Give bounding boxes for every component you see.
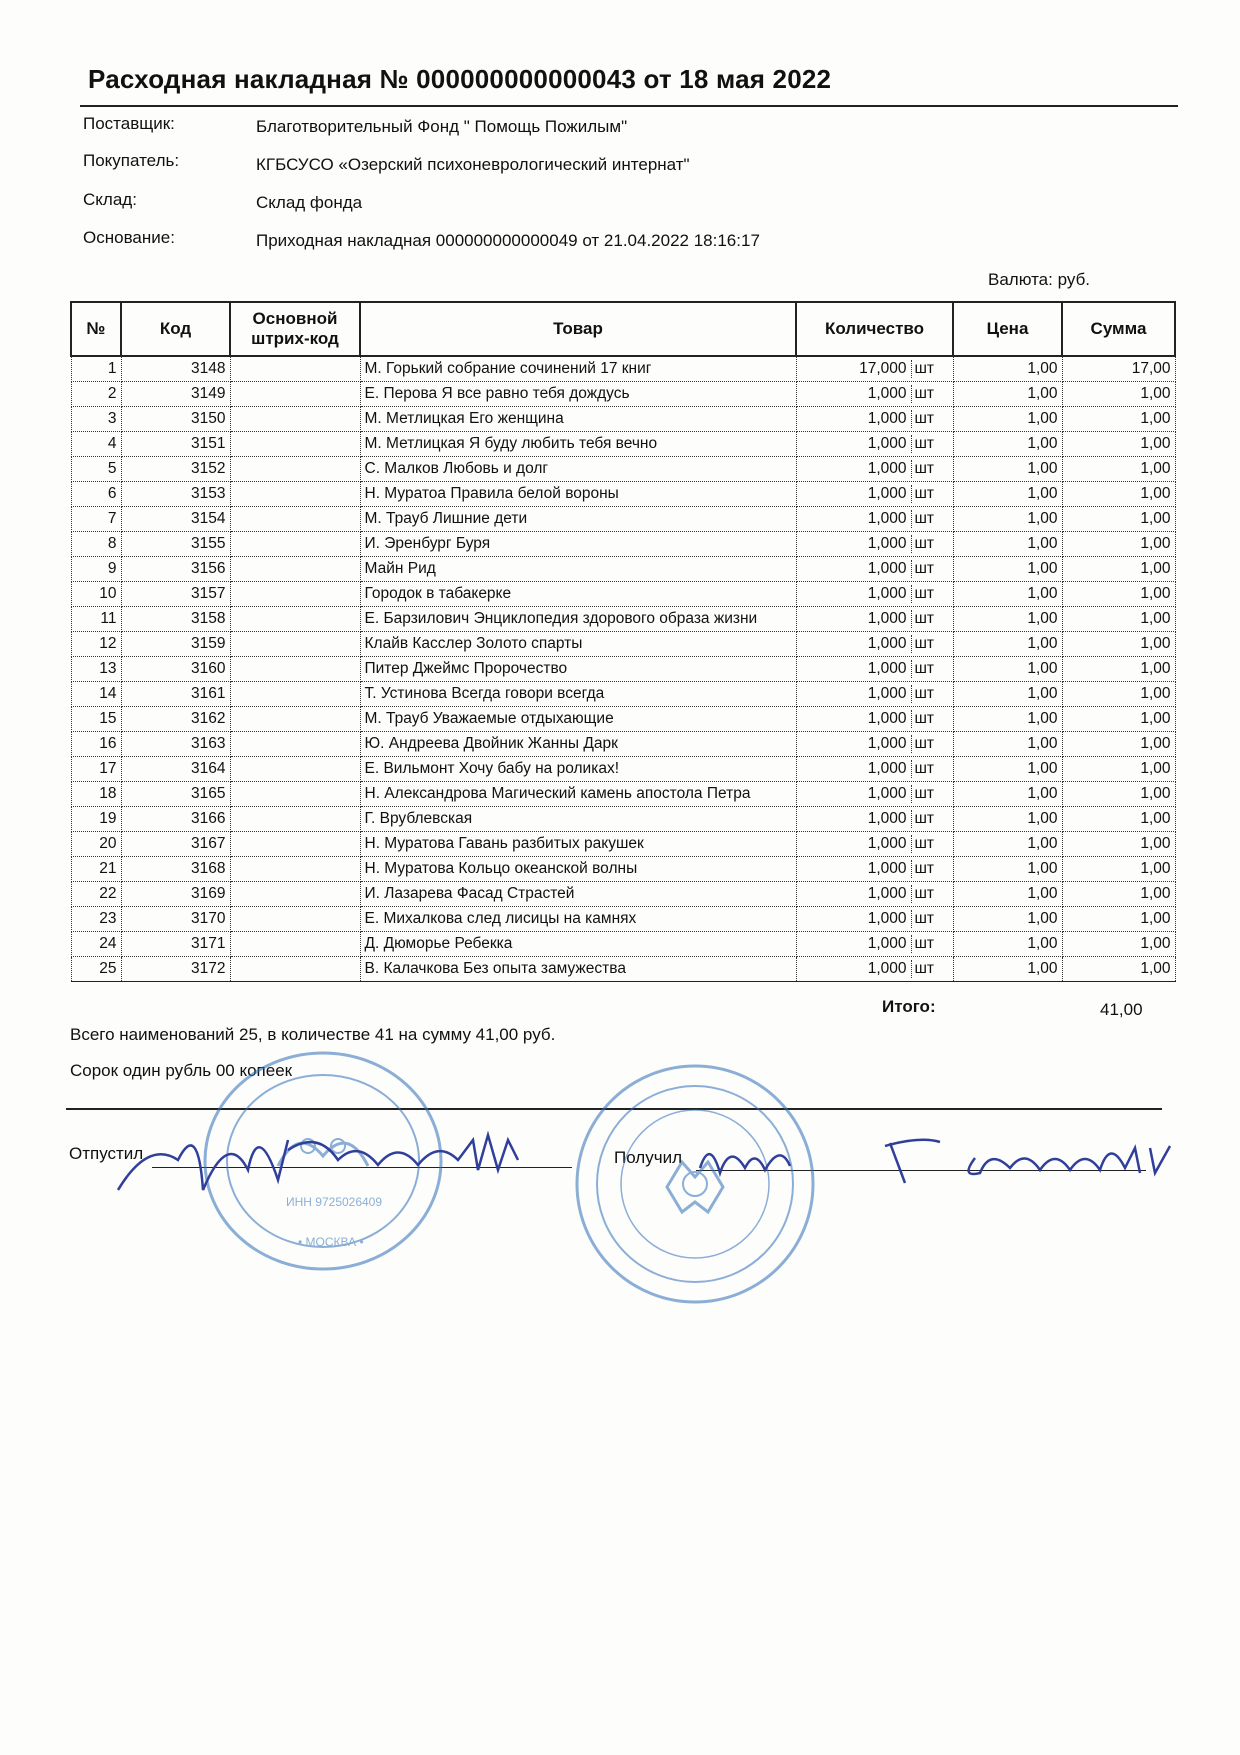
col-sum: Сумма [1062,302,1175,356]
row-sum: 1,00 [1062,732,1175,757]
table-row [71,507,1175,532]
row-sum: 1,00 [1062,482,1175,507]
row-quantity [796,657,953,682]
row-sum: 1,00 [1062,607,1175,632]
row-quantity-value: 1,000 [867,510,907,527]
row-price: 1,00 [953,857,1062,882]
row-barcode [230,532,360,557]
row-code: 3150 [121,407,230,432]
basis-value: Приходная накладная 000000000000049 от 21.04.2022 18:16:17 [256,231,760,250]
row-price: 1,00 [953,507,1062,532]
row-product: Н. Александрова Магический камень апостола Петра [360,782,796,807]
row-barcode [230,882,360,907]
row-product: Е. Перова Я все равно тебя дождусь [360,382,796,407]
row-price: 1,00 [953,607,1062,632]
row-code: 3170 [121,907,230,932]
row-quantity [796,932,953,957]
row-number: 1 [71,356,121,382]
row-product: С. Малков Любовь и долг [360,457,796,482]
currency [988,270,1090,290]
row-number: 3 [71,407,121,432]
row-number: 5 [71,457,121,482]
row-product: М. Трауб Лишние дети [360,507,796,532]
row-number: 9 [71,557,121,582]
row-sum: 1,00 [1062,407,1175,432]
row-quantity [796,582,953,607]
supplier-label: Поставщик: [83,114,175,133]
row-unit: шт [911,535,949,553]
row-barcode [230,457,360,482]
row-sum: 1,00 [1062,657,1175,682]
row-price: 1,00 [953,532,1062,557]
row-number: 13 [71,657,121,682]
received-label: Получил [614,1148,682,1167]
supplier-value: Благотворительный Фонд " Помощь Пожилым" [256,117,628,136]
table-row [71,882,1175,907]
row-price: 1,00 [953,832,1062,857]
row-product: М. Горький собрание сочинений 17 книг [360,356,796,382]
row-quantity-value: 1,000 [867,560,907,577]
table-row [71,482,1175,507]
row-quantity-value: 1,000 [867,585,907,602]
row-unit: шт [911,685,949,703]
row-code: 3162 [121,707,230,732]
table-row [71,632,1175,657]
row-unit: шт [911,435,949,453]
table-row [71,807,1175,832]
row-unit: шт [911,860,949,878]
row-barcode [230,707,360,732]
row-product: М. Метлицкая Его женщина [360,407,796,432]
row-price: 1,00 [953,382,1062,407]
row-price: 1,00 [953,682,1062,707]
row-number: 21 [71,857,121,882]
invoice-table [70,301,1176,982]
warehouse-label: Склад: [83,190,137,209]
row-barcode [230,857,360,882]
row-unit: шт [911,360,949,378]
row-quantity [796,557,953,582]
row-product: Д. Дюморье Ребекка [360,932,796,957]
row-product: В. Калачкова Без опыта замужества [360,957,796,982]
row-code: 3161 [121,682,230,707]
row-unit: шт [911,835,949,853]
row-unit: шт [911,635,949,653]
row-price: 1,00 [953,957,1062,982]
row-unit: шт [911,885,949,903]
table-row [71,957,1175,982]
row-number: 22 [71,882,121,907]
table-row [71,932,1175,957]
row-barcode [230,932,360,957]
row-product: М. Трауб Уважаемые отдыхающие [360,707,796,732]
row-sum: 1,00 [1062,382,1175,407]
row-quantity-value: 1,000 [867,610,907,627]
currency-label: Валюта: [988,270,1053,289]
row-barcode [230,356,360,382]
row-unit: шт [911,460,949,478]
row-sum: 1,00 [1062,832,1175,857]
row-number: 24 [71,932,121,957]
row-price: 1,00 [953,707,1062,732]
total-value: 41,00 [1100,1000,1143,1019]
table-row [71,356,1175,382]
col-barcode-line2: штрих-код [251,329,339,348]
row-quantity-value: 1,000 [867,685,907,702]
row-unit: шт [911,735,949,753]
row-price: 1,00 [953,732,1062,757]
row-sum: 1,00 [1062,857,1175,882]
row-sum: 1,00 [1062,907,1175,932]
table-row [71,907,1175,932]
table-body [71,356,1175,982]
amount-in-words: Сорок один рубль 00 копеек [70,1061,293,1080]
row-product: И. Лазарева Фасад Страстей [360,882,796,907]
row-code: 3164 [121,757,230,782]
currency-value: руб. [1057,270,1091,289]
row-price: 1,00 [953,432,1062,457]
row-unit: шт [911,510,949,528]
row-sum: 1,00 [1062,582,1175,607]
row-code: 3168 [121,857,230,882]
row-barcode [230,832,360,857]
row-sum: 1,00 [1062,807,1175,832]
row-code: 3171 [121,932,230,957]
row-sum: 1,00 [1062,882,1175,907]
table-header-row [71,302,1175,356]
row-quantity [796,682,953,707]
row-code: 3172 [121,957,230,982]
row-quantity-value: 1,000 [867,385,907,402]
row-sum: 1,00 [1062,532,1175,557]
row-sum: 1,00 [1062,507,1175,532]
row-unit: шт [911,585,949,603]
row-quantity [796,807,953,832]
row-unit: шт [911,710,949,728]
svg-text:ИНН 9725026409: ИНН 9725026409 [286,1195,383,1209]
row-code: 3153 [121,482,230,507]
row-price: 1,00 [953,932,1062,957]
row-price: 1,00 [953,482,1062,507]
row-product: И. Эренбург Буря [360,532,796,557]
row-number: 17 [71,757,121,782]
row-barcode [230,382,360,407]
row-number: 11 [71,607,121,632]
row-code: 3149 [121,382,230,407]
row-sum: 1,00 [1062,457,1175,482]
row-quantity [796,707,953,732]
total-label: Итого: [882,997,936,1016]
svg-text:• МОСКВА •: • МОСКВА • [298,1235,364,1249]
row-product: Майн Рид [360,557,796,582]
row-number: 12 [71,632,121,657]
row-quantity-value: 1,000 [867,785,907,802]
row-price: 1,00 [953,407,1062,432]
row-barcode [230,507,360,532]
row-product: М. Метлицкая Я буду любить тебя вечно [360,432,796,457]
row-price: 1,00 [953,882,1062,907]
warehouse-value: Склад фонда [256,193,363,212]
row-quantity-value: 1,000 [867,885,907,902]
row-number: 18 [71,782,121,807]
row-number: 23 [71,907,121,932]
row-product: Н. Муратова Кольцо океанской волны [360,857,796,882]
row-code: 3160 [121,657,230,682]
row-price: 1,00 [953,657,1062,682]
row-unit: шт [911,560,949,578]
row-quantity [796,632,953,657]
row-code: 3159 [121,632,230,657]
col-barcode-line1: Основной [252,309,338,328]
row-barcode [230,957,360,982]
row-unit: шт [911,910,949,928]
row-quantity-value: 1,000 [867,485,907,502]
row-quantity [796,782,953,807]
row-quantity [796,957,953,982]
row-quantity-value: 1,000 [867,710,907,727]
buyer-value: КГБСУСО «Озерский психоневрологический интернат" [256,155,690,174]
row-number: 19 [71,807,121,832]
row-code: 3156 [121,557,230,582]
table-row [71,382,1175,407]
table-row [71,832,1175,857]
row-price: 1,00 [953,356,1062,382]
col-barcode [230,302,360,356]
row-quantity-value: 1,000 [867,535,907,552]
row-quantity [796,507,953,532]
row-unit: шт [911,960,949,978]
row-quantity [796,432,953,457]
row-barcode [230,732,360,757]
row-barcode [230,607,360,632]
row-price: 1,00 [953,632,1062,657]
row-barcode [230,432,360,457]
row-barcode [230,582,360,607]
row-number: 15 [71,707,121,732]
row-price: 1,00 [953,757,1062,782]
row-quantity-value: 1,000 [867,960,907,977]
table-row [71,457,1175,482]
row-sum: 1,00 [1062,757,1175,782]
row-barcode [230,782,360,807]
row-unit: шт [911,785,949,803]
row-quantity-value: 1,000 [867,410,907,427]
row-quantity [796,532,953,557]
row-barcode [230,407,360,432]
row-sum: 17,00 [1062,356,1175,382]
row-barcode [230,757,360,782]
row-barcode [230,632,360,657]
col-product: Товар [360,302,796,356]
row-code: 3155 [121,532,230,557]
row-sum: 1,00 [1062,682,1175,707]
table-row [71,732,1175,757]
summary-line: Всего наименований 25, в количестве 41 на сумму 41,00 руб. [70,1025,556,1044]
table-row [71,557,1175,582]
col-num: № [71,302,121,356]
row-barcode [230,807,360,832]
row-price: 1,00 [953,582,1062,607]
row-product: Т. Устинова Всегда говори всегда [360,682,796,707]
col-price: Цена [953,302,1062,356]
table-row [71,532,1175,557]
row-number: 6 [71,482,121,507]
row-sum: 1,00 [1062,557,1175,582]
row-number: 7 [71,507,121,532]
row-code: 3166 [121,807,230,832]
row-code: 3152 [121,457,230,482]
col-code: Код [121,302,230,356]
row-quantity-value: 1,000 [867,735,907,752]
row-quantity [796,757,953,782]
row-sum: 1,00 [1062,632,1175,657]
row-quantity [796,457,953,482]
row-code: 3167 [121,832,230,857]
row-sum: 1,00 [1062,932,1175,957]
basis-label: Основание: [83,228,175,247]
row-number: 25 [71,957,121,982]
row-quantity [796,382,953,407]
row-quantity [796,857,953,882]
table-row [71,607,1175,632]
row-number: 14 [71,682,121,707]
row-unit: шт [911,760,949,778]
row-code: 3158 [121,607,230,632]
row-code: 3151 [121,432,230,457]
row-barcode [230,657,360,682]
row-product: Г. Врублевская [360,807,796,832]
row-sum: 1,00 [1062,707,1175,732]
row-unit: шт [911,810,949,828]
table-row [71,657,1175,682]
row-code: 3157 [121,582,230,607]
table-row [71,582,1175,607]
row-quantity-value: 1,000 [867,810,907,827]
table-row [71,407,1175,432]
row-number: 16 [71,732,121,757]
document-title: Расходная накладная № 000000000000043 от 18 мая 2022 [88,64,832,94]
row-unit: шт [911,935,949,953]
row-code: 3165 [121,782,230,807]
row-barcode [230,557,360,582]
row-quantity [796,607,953,632]
row-code: 3169 [121,882,230,907]
row-quantity-value: 1,000 [867,660,907,677]
row-price: 1,00 [953,557,1062,582]
row-code: 3148 [121,356,230,382]
row-price: 1,00 [953,782,1062,807]
row-product: Клайв Касслер Золото спарты [360,632,796,657]
row-number: 10 [71,582,121,607]
row-quantity-value: 17,000 [859,360,907,377]
row-price: 1,00 [953,457,1062,482]
table-row [71,857,1175,882]
row-quantity-value: 1,000 [867,760,907,777]
row-barcode [230,907,360,932]
row-price: 1,00 [953,907,1062,932]
row-unit: шт [911,660,949,678]
row-barcode [230,482,360,507]
table-row [71,782,1175,807]
row-sum: 1,00 [1062,957,1175,982]
row-quantity [796,907,953,932]
row-unit: шт [911,610,949,628]
buyer-label: Покупатель: [83,151,180,170]
row-barcode [230,682,360,707]
row-number: 2 [71,382,121,407]
row-price: 1,00 [953,807,1062,832]
row-sum: 1,00 [1062,432,1175,457]
row-quantity-value: 1,000 [867,860,907,877]
row-quantity [796,832,953,857]
row-unit: шт [911,485,949,503]
row-code: 3154 [121,507,230,532]
row-product: Е. Михалкова след лисицы на камнях [360,907,796,932]
row-quantity-value: 1,000 [867,910,907,927]
row-quantity [796,732,953,757]
title-rule [80,105,1178,107]
row-product: Н. Муратоа Правила белой вороны [360,482,796,507]
row-number: 20 [71,832,121,857]
table-row [71,707,1175,732]
row-quantity-value: 1,000 [867,460,907,477]
row-quantity [796,482,953,507]
row-product: Н. Муратова Гавань разбитых ракушек [360,832,796,857]
row-unit: шт [911,410,949,428]
released-signature [108,1100,588,1210]
row-product: Е. Вильмонт Хочу бабу на роликах! [360,757,796,782]
row-sum: 1,00 [1062,782,1175,807]
released-label: Отпустил [69,1144,144,1163]
row-quantity [796,407,953,432]
row-number: 8 [71,532,121,557]
row-product: Городок в табакерке [360,582,796,607]
row-quantity [796,882,953,907]
table-row [71,432,1175,457]
table-row [71,757,1175,782]
row-quantity-value: 1,000 [867,635,907,652]
row-unit: шт [911,385,949,403]
row-code: 3163 [121,732,230,757]
row-product: Питер Джеймс Пророчество [360,657,796,682]
row-product: Е. Барзилович Энциклопедия здорового образа жизни [360,607,796,632]
received-signature [690,1128,1210,1198]
table-row [71,682,1175,707]
row-number: 4 [71,432,121,457]
row-product: Ю. Андреева Двойник Жанны Дарк [360,732,796,757]
row-quantity-value: 1,000 [867,935,907,952]
row-quantity-value: 1,000 [867,835,907,852]
row-quantity [796,356,953,382]
col-qty: Количество [796,302,953,356]
row-quantity-value: 1,000 [867,435,907,452]
